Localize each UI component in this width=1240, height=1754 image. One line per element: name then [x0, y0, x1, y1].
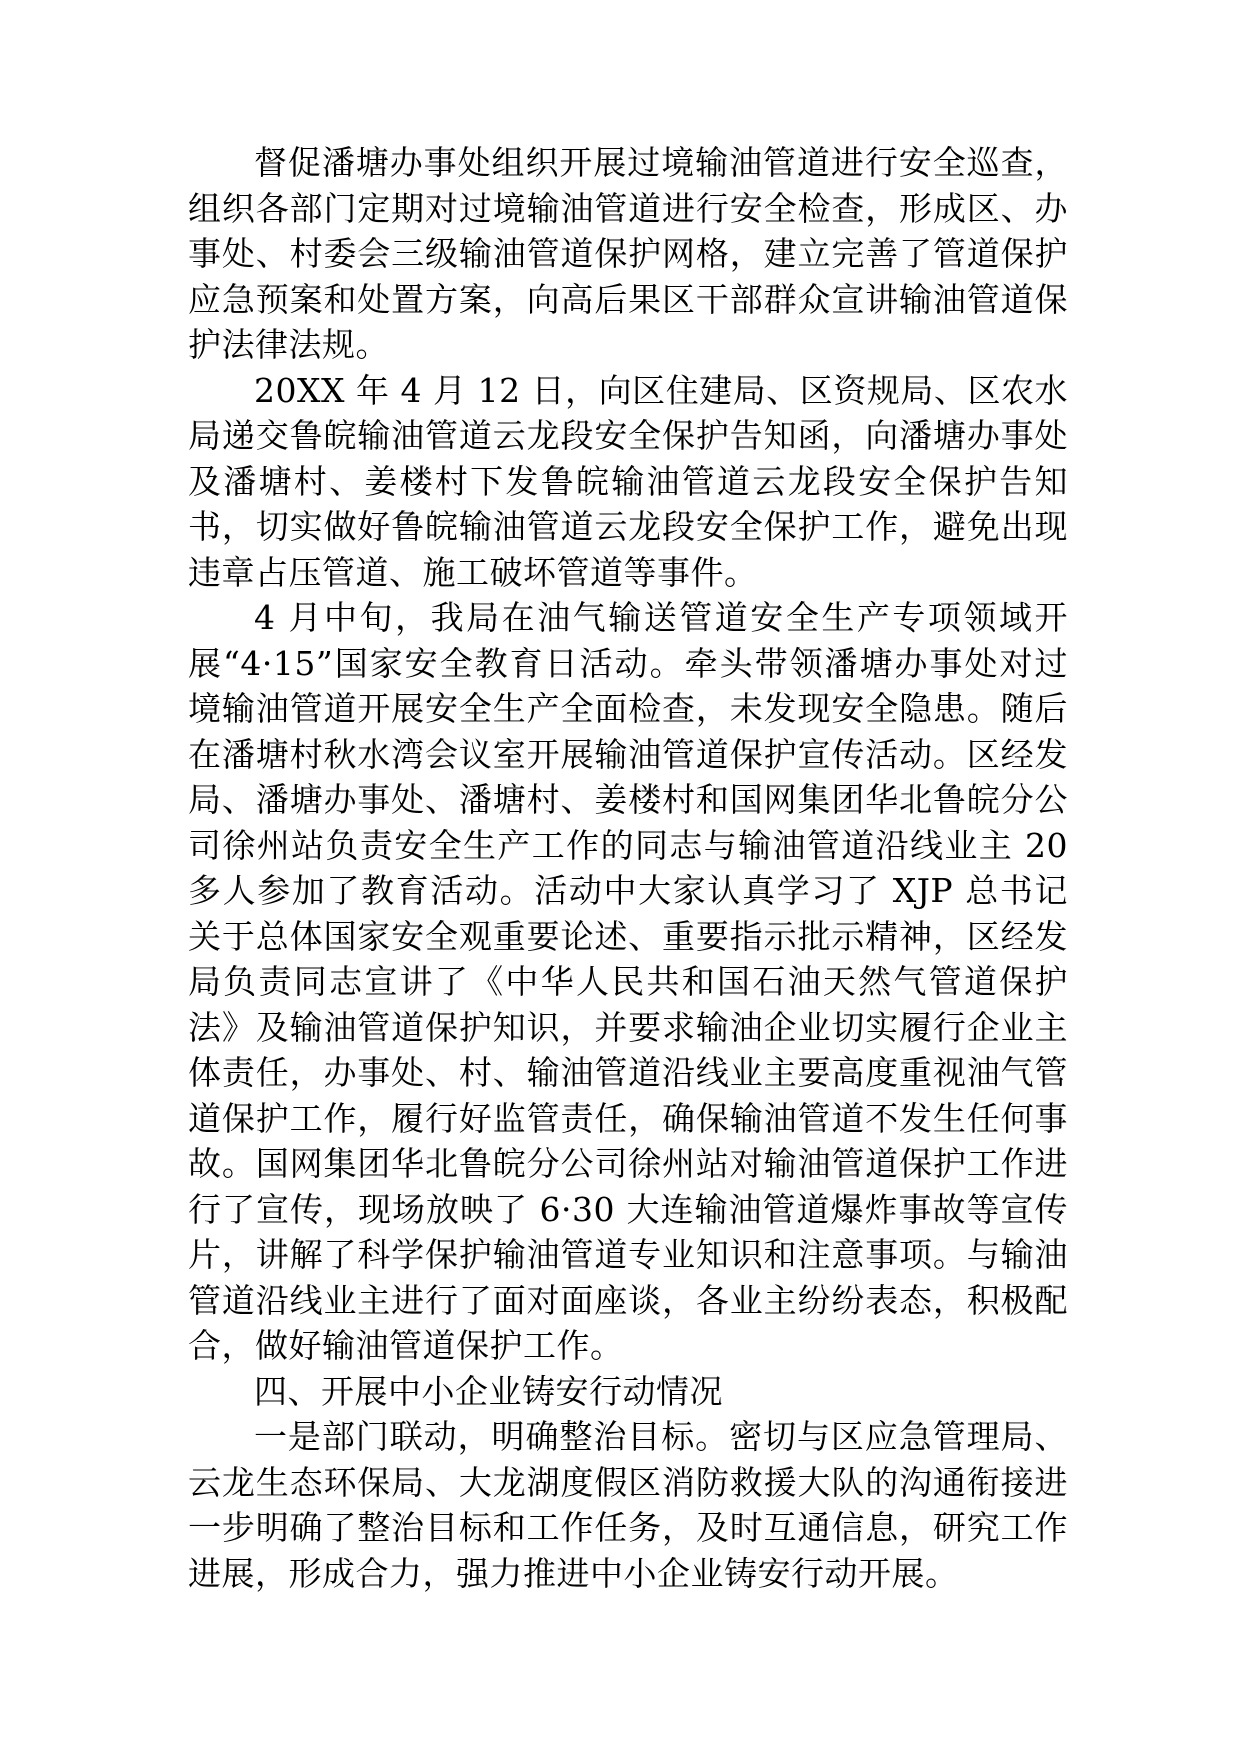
paragraph-safety-education-day: 4 月中旬，我局在油气输送管道安全生产专项领域开展“4·15”国家安全教育日活动。牵头带领潘塘办事处对过境输油管道开展安全生产全面检查，未发现安全隐患。随后在潘塘村秋水湾会议室开展输油管道保护宣传活动。区经发局、潘塘办事处、潘塘村、姜楼村和国网集团华北鲁皖分公司徐州站负责安全生产工作的同志与输油管道沿线业主 20 多人参加了教育活动。活动中大家认真学习了 XJP 总书记关于总体国家安全观重要论述、重要指示批示精神，区经发局负责同志宣讲了《中华人民共和国石油天然气管道保护法》及输油管道保护知识，并要求输油企业切实履行企业主体责任，办事处、村、输油管道沿线业主要高度重视油气管道保护工作，履行好监管责任，确保输油管道不发生任何事故。国网集团华北鲁皖分公司徐州站对输油管道保护工作进行了宣传，现场放映了 6·30 大连输油管道爆炸事故等宣传片，讲解了科学保护输油管道专业知识和注意事项。与输油管道沿线业主进行了面对面座谈，各业主纷纷表态，积极配合，做好输油管道保护工作。 [188, 598, 1068, 1365]
paragraph-pipeline-patrol: 督促潘塘办事处组织开展过境输油管道进行安全巡查，组织各部门定期对过境输油管道进行安全检查，形成区、办事处、村委会三级输油管道保护网格，建立完善了管道保护应急预案和处置方案，向高后果区干部群众宣讲输油管道保护法律法规。 [188, 143, 1068, 364]
paragraph-department-linkage: 一是部门联动，明确整治目标。密切与区应急管理局、云龙生态环保局、大龙湖度假区消防救援大队的沟通衔接进一步明确了整治目标和工作任务，及时互通信息，研究工作进展，形成合力，强力推进中小企业铸安行动开展。 [188, 1417, 1068, 1593]
document-page [188, 140, 1068, 1596]
section-heading: 四、开展中小企业铸安行动情况 [254, 1371, 723, 1411]
paragraph-notification-letters: 20XX 年 4 月 12 日，向区住建局、区资规局、区农水局递交鲁皖输油管道云龙段安全保护告知函，向潘塘办事处及潘塘村、姜楼村下发鲁皖输油管道云龙段安全保护告知书，切实做好鲁皖输油管道云龙段安全保护工作，避免出现违章占压管道、施工破坏管道等事件。 [188, 370, 1068, 592]
